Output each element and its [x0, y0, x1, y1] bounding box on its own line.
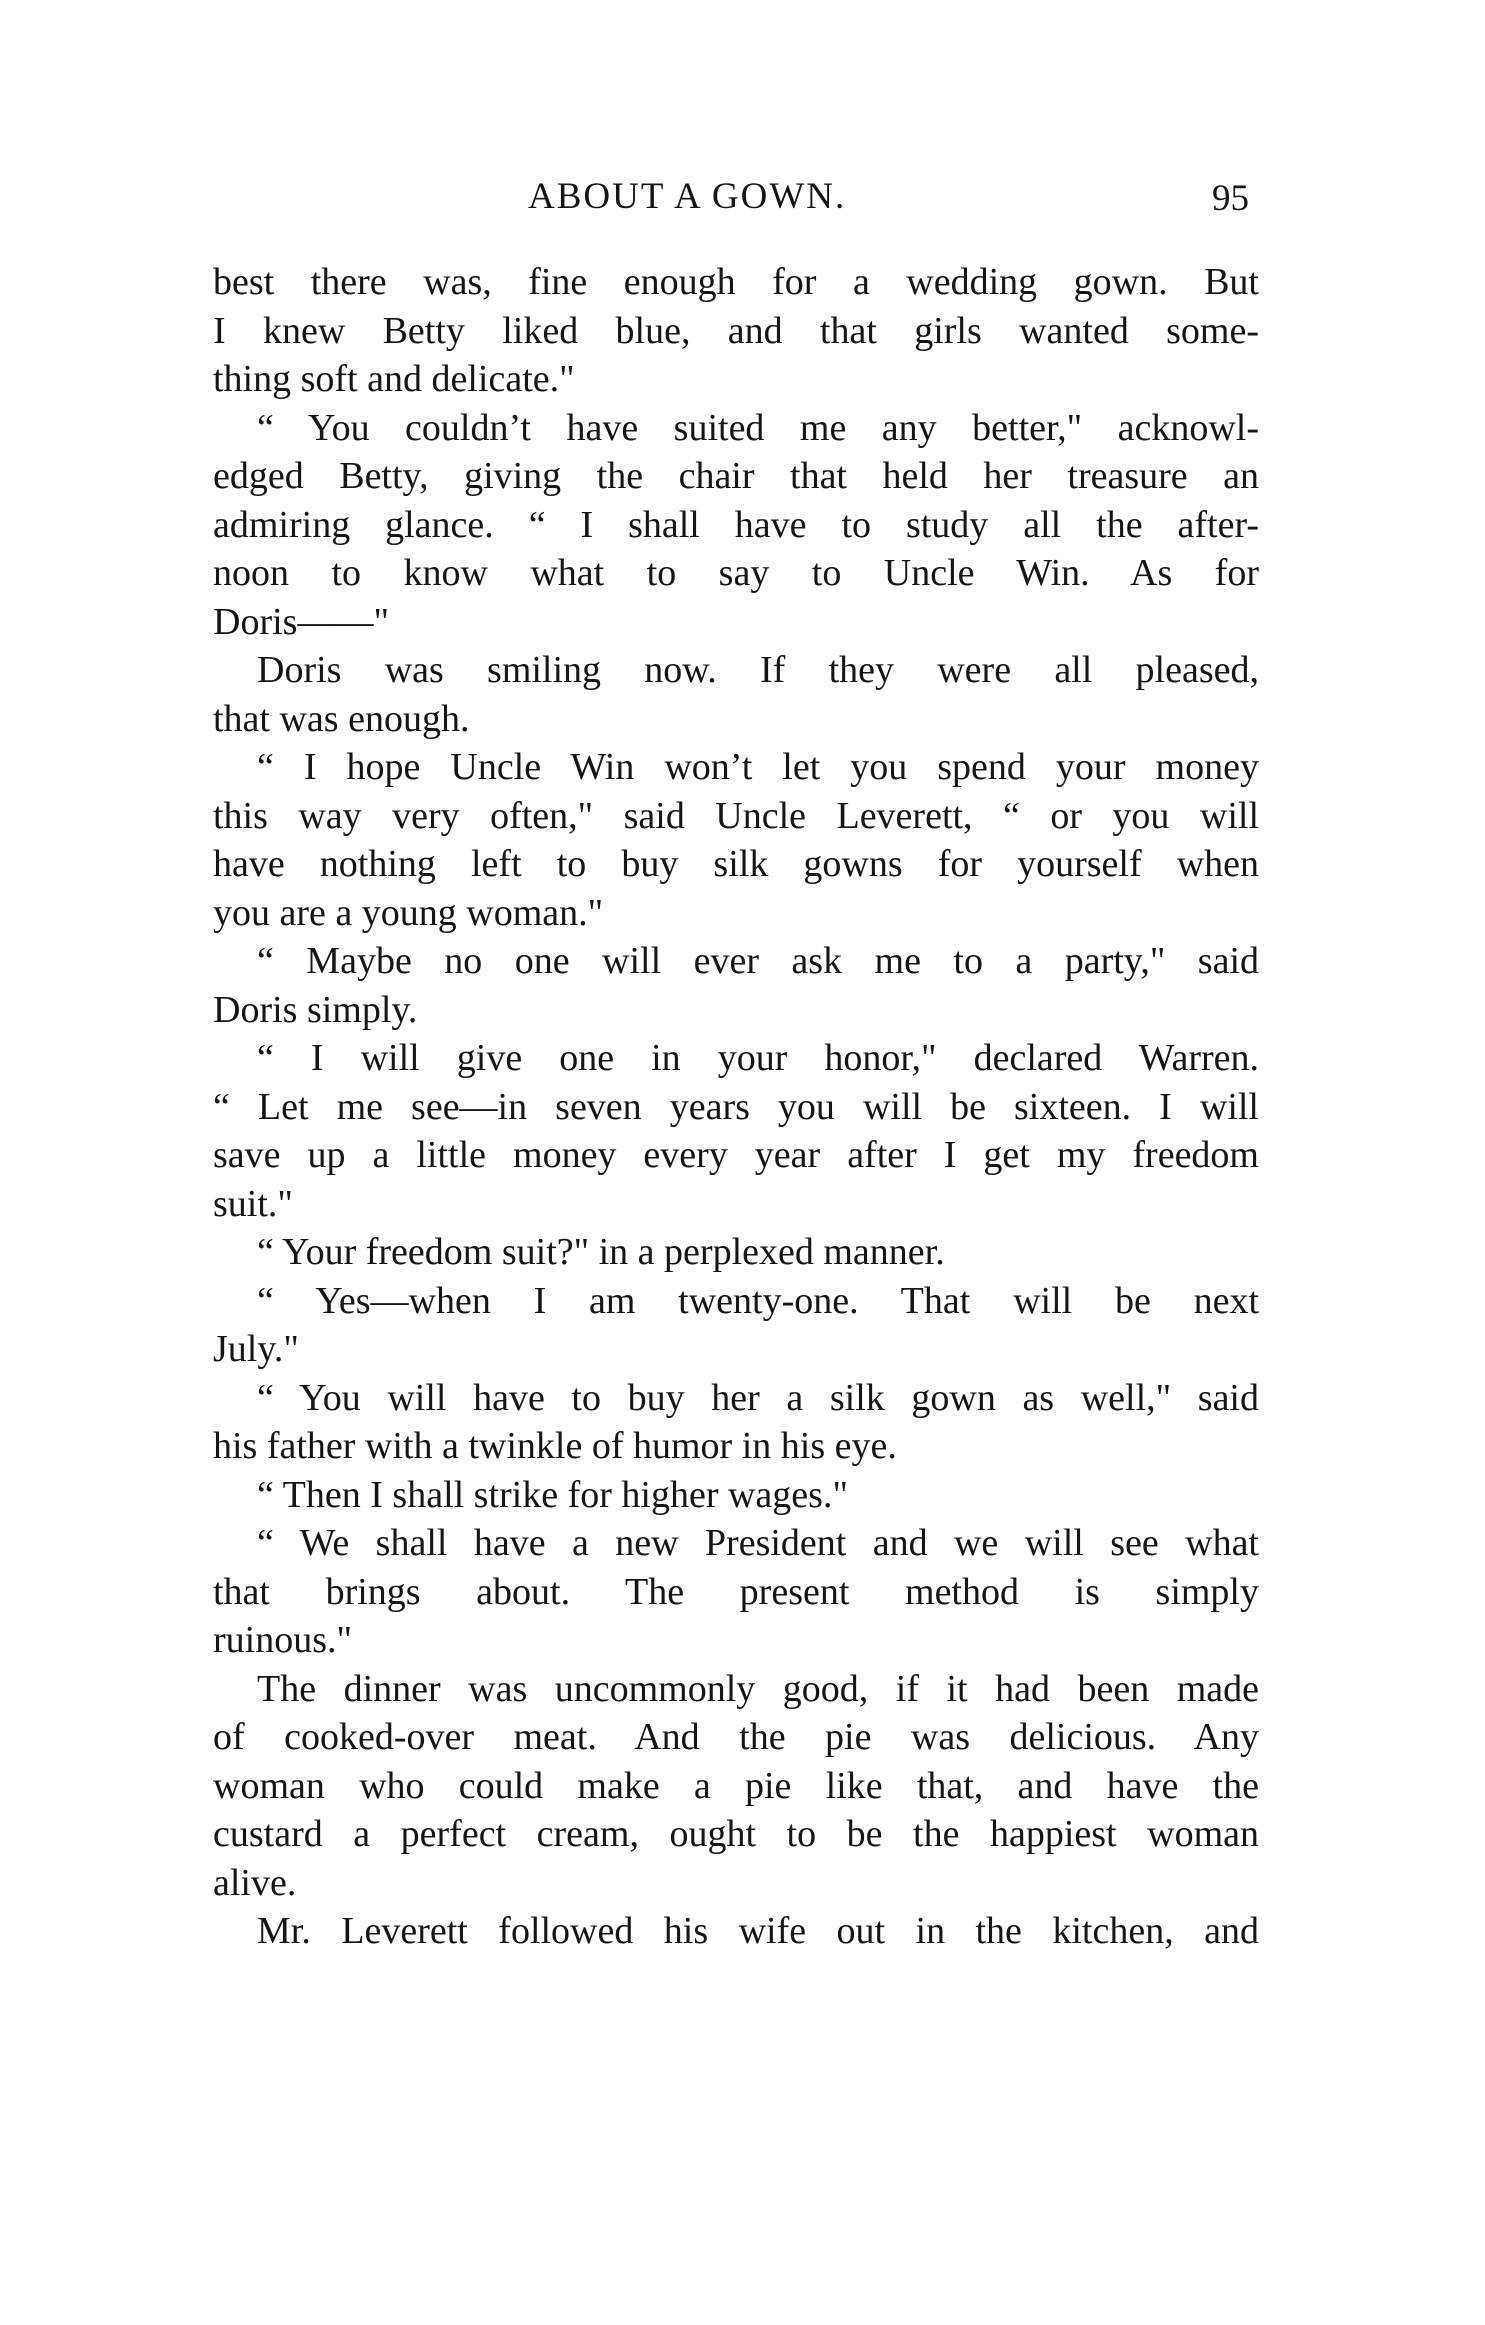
text-line: admiring glance. “ I shall have to study all the after-	[213, 503, 1259, 546]
text-line: suit."	[213, 1182, 293, 1225]
text-line: “ I will give one in your honor," declared Warren.	[257, 1037, 1259, 1079]
text-line: “ Let me see—in seven years you will be sixteen. I will	[213, 1085, 1259, 1128]
text-line: Doris——"	[213, 600, 389, 643]
text-line: Doris was smiling now. If they were all pleased,	[257, 649, 1259, 691]
text-line: alive.	[213, 1861, 297, 1904]
text-line: ruinous."	[213, 1619, 353, 1661]
text-line: “ Yes—when I am twenty-one. That will be next	[257, 1279, 1259, 1322]
page-number: 95	[1212, 178, 1249, 219]
text-line: “ We shall have a new President and we will see what	[257, 1522, 1259, 1564]
text-line: this way very often," said Uncle Leverett, “ or you will	[213, 794, 1259, 837]
text-line: “ Then I shall strike for higher wages."	[257, 1473, 848, 1516]
text-line: “ Your freedom suit?" in a perplexed manner.	[257, 1231, 945, 1273]
text-line: woman who could make a pie like that, and have the	[213, 1764, 1259, 1807]
text-line: that was enough.	[213, 697, 470, 740]
text-line: “ I hope Uncle Win won’t let you spend your money	[257, 746, 1259, 788]
text-line: “ Maybe no one will ever ask me to a party," said	[257, 940, 1259, 982]
text-line: “ You will have to buy her a silk gown as well," said	[257, 1376, 1259, 1419]
text-line: custard a perfect cream, ought to be the happiest woman	[213, 1813, 1259, 1855]
text-line: Doris simply.	[213, 988, 418, 1031]
text-line: his father with a twinkle of humor in his eye.	[213, 1425, 897, 1467]
text-line: best there was, fine enough for a wedding gown. But	[213, 261, 1259, 303]
running-head	[0, 172, 1485, 222]
text-line: thing soft and delicate."	[213, 358, 575, 400]
text-line: you are a young woman."	[213, 891, 604, 934]
text-line: of cooked-over meat. And the pie was delicious. Any	[213, 1716, 1259, 1758]
text-line: save up a little money every year after I get my freedom	[213, 1134, 1259, 1176]
text-line: July."	[213, 1328, 299, 1370]
body-text	[213, 258, 1259, 1956]
running-title: ABOUT A GOWN.	[528, 176, 847, 217]
text-line: I knew Betty liked blue, and that girls wanted some-	[213, 309, 1259, 352]
text-line: that brings about. The present method is simply	[213, 1570, 1259, 1613]
text-line: Mr. Leverett followed his wife out in the kitchen, and	[257, 1910, 1259, 1952]
text-line: “ You couldn’t have suited me any better," acknowl-	[257, 406, 1259, 449]
text-line: noon to know what to say to Uncle Win. As for	[213, 552, 1259, 594]
text-line: The dinner was uncommonly good, if it had been made	[257, 1667, 1259, 1710]
text-line: have nothing left to buy silk gowns for yourself when	[213, 843, 1259, 885]
text-line: edged Betty, giving the chair that held her treasure an	[213, 455, 1259, 497]
